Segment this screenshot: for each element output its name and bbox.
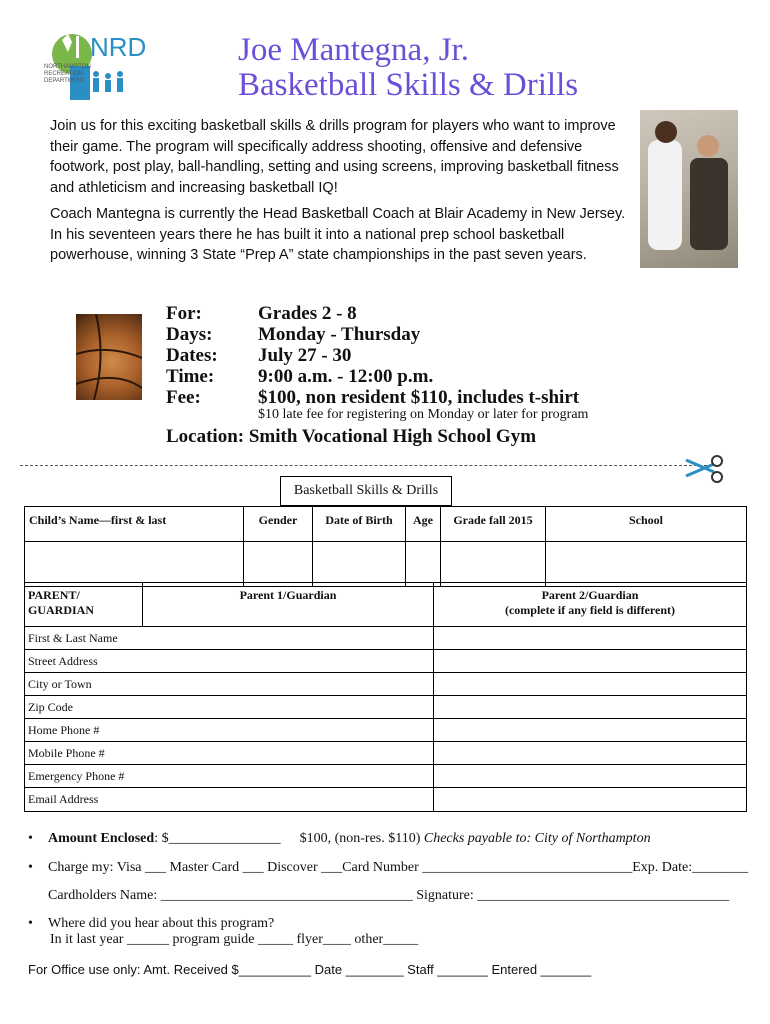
detail-label-time: Time: bbox=[166, 366, 215, 387]
bullet-icon: • bbox=[28, 831, 33, 846]
row-label-emergency-phone bbox=[25, 765, 434, 788]
amount-label: Amount Enclosed bbox=[48, 831, 155, 846]
title-line2: Basketball Skills & Drills bbox=[238, 67, 579, 103]
scissors-icon bbox=[684, 452, 724, 486]
parent2-header bbox=[434, 583, 747, 627]
parent2-city-field[interactable] bbox=[434, 673, 747, 696]
row-label-street bbox=[25, 650, 434, 673]
parent2-emergency-phone-field[interactable] bbox=[434, 765, 747, 788]
row-label: Emergency Phone # bbox=[28, 768, 125, 783]
row-label: Zip Code bbox=[28, 699, 73, 714]
parent1-header: Parent 1/Guardian bbox=[143, 583, 434, 627]
header-school: School bbox=[546, 507, 747, 542]
row-label-email bbox=[25, 788, 434, 812]
basketball-photo bbox=[76, 314, 142, 400]
detail-value-time: 9:00 a.m. - 12:00 p.m. bbox=[258, 366, 434, 387]
cut-line bbox=[20, 465, 712, 466]
age-field[interactable] bbox=[406, 542, 441, 587]
parent-guardian-header: PARENT/ GUARDIAN bbox=[25, 583, 143, 627]
logo-line1: NORTHAMPTON bbox=[44, 64, 91, 70]
header-gender: Gender bbox=[244, 507, 313, 542]
detail-label-days: Days: bbox=[166, 324, 213, 345]
bullet-icon: • bbox=[28, 860, 33, 875]
header-child-name: Child’s Name—first & last bbox=[25, 507, 244, 542]
detail-value-dates: July 27 - 30 bbox=[258, 345, 352, 366]
form-title: Basketball Skills & Drills bbox=[280, 476, 452, 506]
nrd-logo bbox=[40, 22, 160, 102]
amount-note: $100, (non-res. $110) bbox=[299, 831, 421, 846]
parent2-note: (complete if any field is different) bbox=[504, 603, 676, 617]
row-label-name bbox=[25, 627, 434, 650]
row-label: Email Address bbox=[28, 792, 99, 806]
intro-paragraph-1: Join us for this exciting basketball skills & drills program for players who want to improve their game. The program will specifically address shooting, offensive and defensive footwork, post play, ball-handling, setting and using screens, improving basketball fitness and athleticism and increasing basketball IQ! bbox=[50, 118, 619, 196]
logo-line2: RECREATION bbox=[44, 71, 83, 77]
detail-label-fee: Fee: bbox=[166, 387, 201, 408]
parent2-zip-field[interactable] bbox=[434, 696, 747, 719]
charge-line bbox=[28, 859, 749, 877]
row-label-home-phone bbox=[25, 719, 434, 742]
office-use-line: For Office use only: Amt. Received $__________ Date ________ Staff _______ Entered _______ bbox=[28, 962, 592, 977]
checks-note: Checks payable to: City of Northampton bbox=[423, 831, 651, 846]
detail-value-for: Grades 2 - 8 bbox=[258, 303, 357, 324]
row-label: City or Town bbox=[28, 676, 92, 691]
coach-photo bbox=[640, 110, 738, 268]
late-fee-note: $10 late fee for registering on Monday or later for program bbox=[258, 407, 589, 422]
row-label: Home Phone # bbox=[28, 722, 100, 737]
child-name-field[interactable] bbox=[25, 542, 244, 587]
header-grade: Grade fall 2015 bbox=[441, 507, 546, 542]
header-dob: Date of Birth bbox=[313, 507, 406, 542]
detail-label-for: For: bbox=[166, 303, 202, 324]
row-label-mobile-phone bbox=[25, 742, 434, 765]
grade-field[interactable] bbox=[441, 542, 546, 587]
detail-value-days: Monday - Thursday bbox=[258, 324, 421, 345]
detail-value-fee: $100, non resident $110, includes t-shirt bbox=[258, 387, 580, 408]
row-label: Mobile Phone # bbox=[28, 745, 105, 760]
location: Location: Smith Vocational High School Gym bbox=[166, 426, 537, 447]
gender-field[interactable] bbox=[244, 542, 313, 587]
parent2-street-field[interactable] bbox=[434, 650, 747, 673]
header-age: Age bbox=[406, 507, 441, 542]
row-label: Street Address bbox=[28, 653, 98, 668]
row-label: First & Last Name bbox=[28, 630, 118, 645]
where-line-2[interactable]: In it last year ______ program guide _____ flyer____ other_____ bbox=[50, 932, 419, 947]
row-label-city bbox=[25, 673, 434, 696]
bullet-icon: • bbox=[28, 916, 33, 931]
charge-text[interactable]: Charge my: Visa ___ Master Card ___ Discover ___Card Number ______________________________Exp. Date:________ bbox=[48, 860, 749, 875]
intro-paragraph-2: Coach Mantegna is currently the Head Basketball Coach at Blair Academy in New Jersey. In his seventeen years there he has built it into a national prep school basketball powerhouse, winning 3 State “Prep A” state championships in the past seven years. bbox=[50, 206, 626, 263]
logo-line3: DEPARTMENT bbox=[44, 78, 85, 84]
parent2-name-field[interactable] bbox=[434, 627, 747, 650]
row-label-zip bbox=[25, 696, 434, 719]
parent2-home-phone-field[interactable] bbox=[434, 719, 747, 742]
parent2-email-field[interactable] bbox=[434, 788, 747, 812]
amount-blank[interactable]: : $________________ bbox=[154, 831, 281, 846]
dob-field[interactable] bbox=[313, 542, 406, 587]
school-field[interactable] bbox=[546, 542, 747, 587]
parent2-title: Parent 2/Guardian bbox=[541, 588, 639, 602]
parent2-mobile-phone-field[interactable] bbox=[434, 742, 747, 765]
logo-letters: NRD bbox=[90, 32, 147, 62]
title-line1: Joe Mantegna, Jr. bbox=[238, 32, 469, 68]
parent-info-table bbox=[24, 582, 747, 812]
amount-line bbox=[28, 830, 651, 848]
detail-label-dates: Dates: bbox=[166, 345, 218, 366]
where-question: Where did you hear about this program? bbox=[48, 916, 275, 931]
cardholder-line[interactable]: Cardholders Name: ____________________________________ Signature: ____________________________________ bbox=[48, 888, 730, 903]
child-info-table bbox=[24, 506, 747, 587]
